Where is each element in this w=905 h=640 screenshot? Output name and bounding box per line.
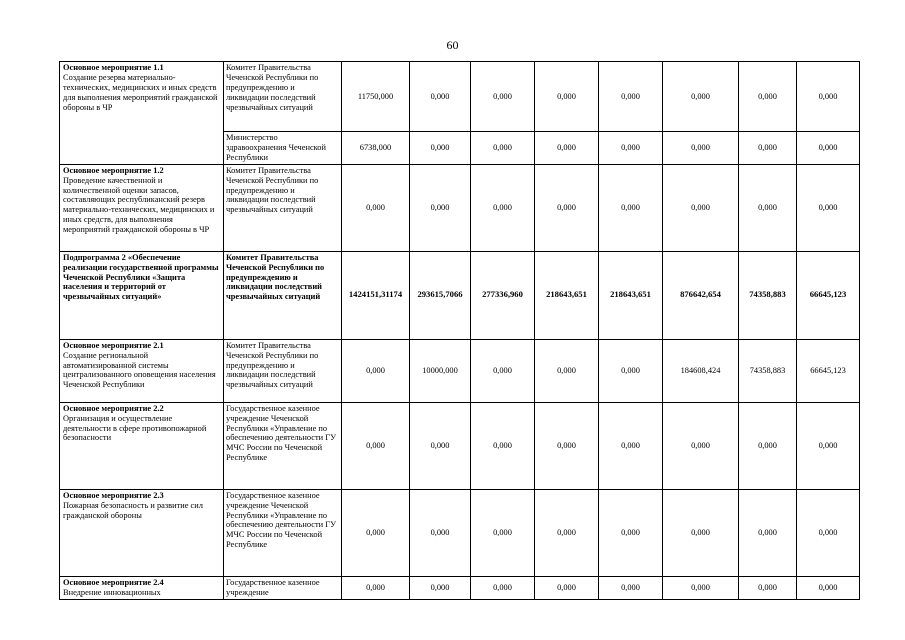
measure-description: Создание резерва материально-технических, медицинских и иных средств для выполнения мероприятий гражданской обороны в ЧР — [63, 72, 218, 112]
value-cell: 0,000 — [535, 62, 599, 132]
value-cell: 0,000 — [535, 132, 599, 165]
value-cell: 0,000 — [797, 164, 860, 251]
measure-description: Организация и осуществление деятельности в сфере противопожарной безопасности — [63, 413, 207, 443]
value-cell: 0,000 — [471, 489, 535, 576]
value-cell: 0,000 — [410, 164, 471, 251]
value-cell: 0,000 — [410, 576, 471, 599]
table-body — [60, 62, 860, 600]
measure-title: Подпрограмма 2 «Обеспечение реализации государственной программы Чеченской Республики «Защита населения и территорий от чрезвычайных ситуаций» — [63, 252, 219, 302]
value-cell: 876642,654 — [663, 251, 739, 339]
value-cell: 277336,960 — [471, 251, 535, 339]
value-cell: 0,000 — [797, 132, 860, 165]
value-cell: 0,000 — [471, 164, 535, 251]
value-cell: 0,000 — [342, 164, 410, 251]
value-cell: 0,000 — [535, 576, 599, 599]
value-cell: 0,000 — [739, 576, 797, 599]
value-cell: 0,000 — [599, 576, 663, 599]
value-cell: 0,000 — [471, 132, 535, 165]
value-cell: 0,000 — [342, 339, 410, 402]
measure-cell — [60, 576, 224, 599]
value-cell: 0,000 — [410, 489, 471, 576]
value-cell: 0,000 — [410, 402, 471, 489]
value-cell: 218643,651 — [535, 251, 599, 339]
measure-title: Основное мероприятие 2.1 — [63, 340, 164, 350]
executor-cell: Государственное казенное учреждение Чеченской Республики «Управление по обеспечению деятельности ГУ МЧС России по Чеченской Республике — [224, 489, 342, 576]
table-row — [60, 164, 860, 251]
value-cell: 0,000 — [797, 402, 860, 489]
value-cell: 0,000 — [663, 132, 739, 165]
measure-cell — [60, 339, 224, 402]
measure-cell — [60, 251, 224, 339]
value-cell: 0,000 — [797, 62, 860, 132]
measure-cell — [60, 62, 224, 165]
measure-title: Основное мероприятие 2.4 — [63, 577, 164, 587]
executor-cell: Комитет Правительства Чеченской Республики по предупреждению и ликвидации последствий чрезвычайных ситуаций — [224, 62, 342, 132]
table-row — [60, 251, 860, 339]
executor-cell: Комитет Правительства Чеченской Республики по предупреждению и ликвидации последствий чрезвычайных ситуаций — [224, 164, 342, 251]
measure-cell — [60, 489, 224, 576]
value-cell: 6738,000 — [342, 132, 410, 165]
value-cell: 0,000 — [471, 576, 535, 599]
value-cell: 0,000 — [342, 576, 410, 599]
value-cell: 184608,424 — [663, 339, 739, 402]
value-cell: 0,000 — [739, 402, 797, 489]
value-cell: 0,000 — [535, 164, 599, 251]
value-cell: 0,000 — [599, 132, 663, 165]
executor-cell: Министерство здравоохранения Чеченской Республики — [224, 132, 342, 165]
value-cell: 66645,123 — [797, 251, 860, 339]
measure-title: Основное мероприятие 1.1 — [63, 63, 164, 72]
value-cell: 1424151,31174 — [342, 251, 410, 339]
table-row — [60, 402, 860, 489]
executor-cell: Государственное казенное учреждение — [224, 576, 342, 599]
table-row — [60, 489, 860, 576]
value-cell: 74358,883 — [739, 251, 797, 339]
value-cell: 0,000 — [471, 339, 535, 402]
value-cell: 0,000 — [599, 339, 663, 402]
executor-cell: Комитет Правительства Чеченской Республики по предупреждению и ликвидации последствий чрезвычайных ситуаций — [224, 339, 342, 402]
value-cell: 11750,000 — [342, 62, 410, 132]
value-cell: 0,000 — [599, 402, 663, 489]
measure-description: Внедрение инновационных — [63, 587, 161, 597]
value-cell: 0,000 — [663, 576, 739, 599]
value-cell: 0,000 — [410, 62, 471, 132]
value-cell: 0,000 — [342, 489, 410, 576]
value-cell: 10000,000 — [410, 339, 471, 402]
measure-description: Пожарная безопасность и развитие сил гражданской обороны — [63, 500, 203, 520]
value-cell: 66645,123 — [797, 339, 860, 402]
executor-cell: Комитет Правительства Чеченской Республики по предупреждению и ликвидации последствий чрезвычайных ситуаций — [224, 251, 342, 339]
value-cell: 0,000 — [739, 489, 797, 576]
measure-cell — [60, 402, 224, 489]
value-cell: 0,000 — [599, 489, 663, 576]
table-row — [60, 62, 860, 132]
value-cell: 0,000 — [663, 402, 739, 489]
measure-title: Основное мероприятие 1.2 — [63, 165, 164, 175]
value-cell: 0,000 — [739, 164, 797, 251]
budget-table — [59, 61, 860, 600]
measure-cell — [60, 164, 224, 251]
value-cell: 0,000 — [599, 164, 663, 251]
value-cell: 0,000 — [471, 402, 535, 489]
value-cell: 0,000 — [739, 62, 797, 132]
value-cell: 0,000 — [663, 62, 739, 132]
value-cell: 0,000 — [342, 402, 410, 489]
value-cell: 218643,651 — [599, 251, 663, 339]
value-cell: 293615,7066 — [410, 251, 471, 339]
value-cell: 0,000 — [663, 164, 739, 251]
measure-title: Основное мероприятие 2.3 — [63, 490, 164, 500]
value-cell: 0,000 — [535, 489, 599, 576]
value-cell: 0,000 — [471, 62, 535, 132]
value-cell: 74358,883 — [739, 339, 797, 402]
value-cell: 0,000 — [797, 576, 860, 599]
executor-cell: Государственное казенное учреждение Чеченской Республики «Управление по обеспечению деятельности ГУ МЧС России по Чеченской Республике — [224, 402, 342, 489]
value-cell: 0,000 — [599, 62, 663, 132]
measure-description: Создание региональной автоматизированной системы централизованного оповещения населения Чеченской Республики — [63, 350, 216, 390]
value-cell: 0,000 — [739, 132, 797, 165]
value-cell: 0,000 — [535, 402, 599, 489]
value-cell: 0,000 — [797, 489, 860, 576]
page-number: 60 — [446, 38, 459, 52]
measure-title: Основное мероприятие 2.2 — [63, 403, 164, 413]
table-row — [60, 576, 860, 599]
value-cell: 0,000 — [535, 339, 599, 402]
value-cell: 0,000 — [410, 132, 471, 165]
measure-description: Проведение качественной и количественной оценки запасов, составляющих республиканский резерв материально-технических, медицинских и иных средств, для выполнения мероприятий гражданской обороны в ЧР — [63, 175, 215, 235]
value-cell: 0,000 — [663, 489, 739, 576]
table-row — [60, 339, 860, 402]
